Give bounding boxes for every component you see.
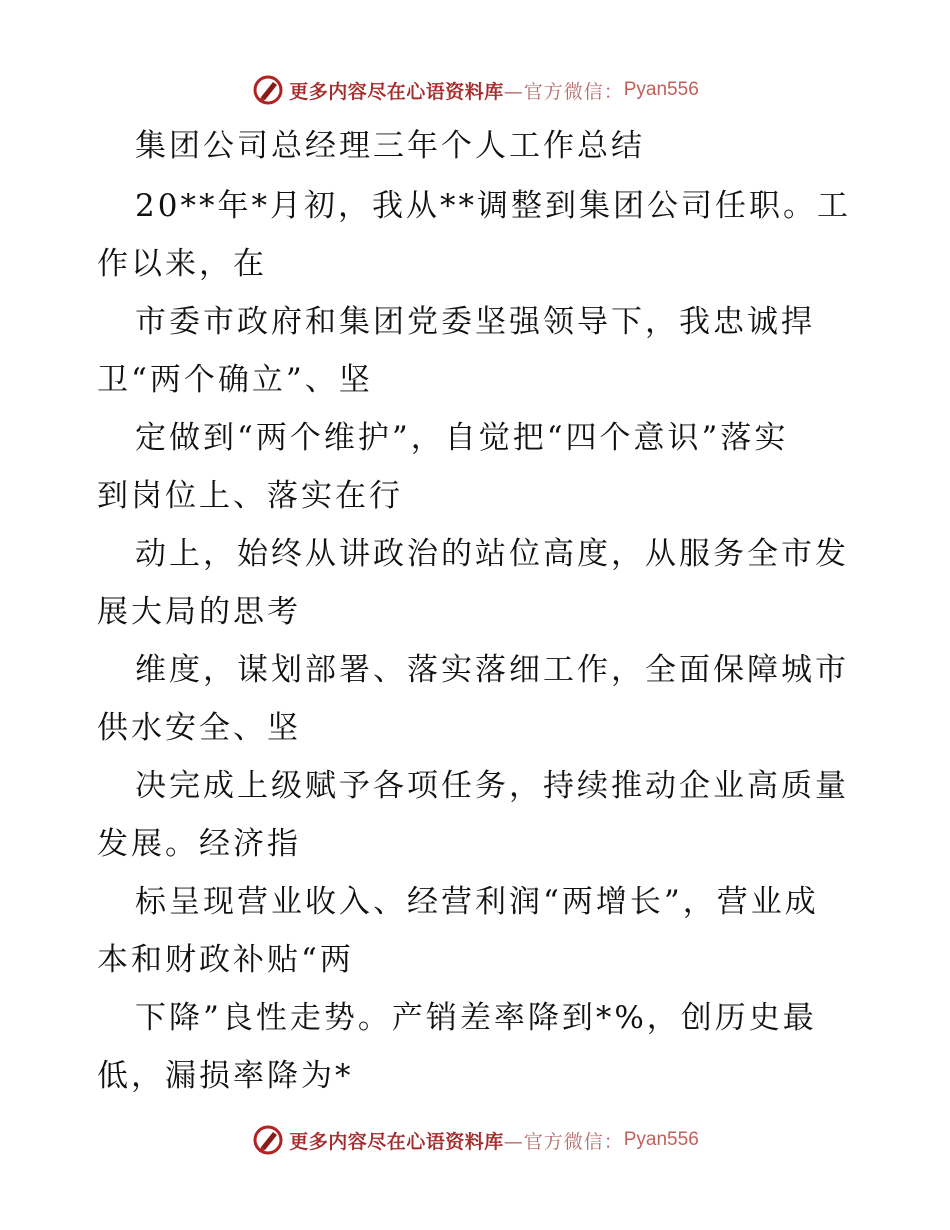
paragraph-line: 市委市政府和集团党委坚强领导下，我忠诚捍 [135, 304, 815, 340]
paragraph-line: 卫“两个确立”、坚 [97, 362, 373, 398]
pen-logo-icon [251, 1123, 285, 1157]
paragraph-line: 本和财政补贴“两 [97, 942, 354, 978]
paragraph-line: 动上，始终从讲政治的站位高度，从服务全市发 [135, 536, 849, 572]
paragraph-line: 展大局的思考 [97, 594, 301, 630]
paragraph-line: 维度，谋划部署、落实落细工作，全面保障城市 [135, 652, 849, 688]
watermark-id-text: Pyan556 [623, 79, 699, 100]
watermark-main-text: 更多内容尽在心语资料库 [289, 1130, 504, 1153]
paragraph-line: 决完成上级赋予各项任务，持续推动企业高质量 [135, 768, 849, 804]
watermark-sub-text: —官方微信： [503, 80, 624, 103]
paragraph-line: 下降”良性走势。产销差率降到*%，创历史最 [135, 1000, 817, 1036]
watermark-id-text: Pyan556 [623, 1129, 699, 1150]
watermark-sub-text: —官方微信： [503, 1130, 624, 1153]
paragraph-line: 供水安全、坚 [97, 710, 301, 746]
paragraph-line: 发展。经济指 [97, 826, 301, 862]
paragraph-line: 到岗位上、落实在行 [97, 478, 403, 514]
footer-watermark [0, 1120, 950, 1160]
paragraph-line: 作以来，在 [97, 246, 267, 282]
paragraph-line: 定做到“两个维护”，自觉把“四个意识”落实 [135, 420, 789, 456]
paragraph-line: 20**年*月初，我从**调整到集团公司任职。工 [135, 188, 851, 224]
paragraph-line: 标呈现营业收入、经营利润“两增长”，营业成 [135, 884, 819, 920]
paragraph-line: 低，漏损率降为* [97, 1058, 354, 1094]
document-title: 集团公司总经理三年个人工作总结 [135, 128, 645, 164]
watermark-main-text: 更多内容尽在心语资料库 [289, 80, 504, 103]
